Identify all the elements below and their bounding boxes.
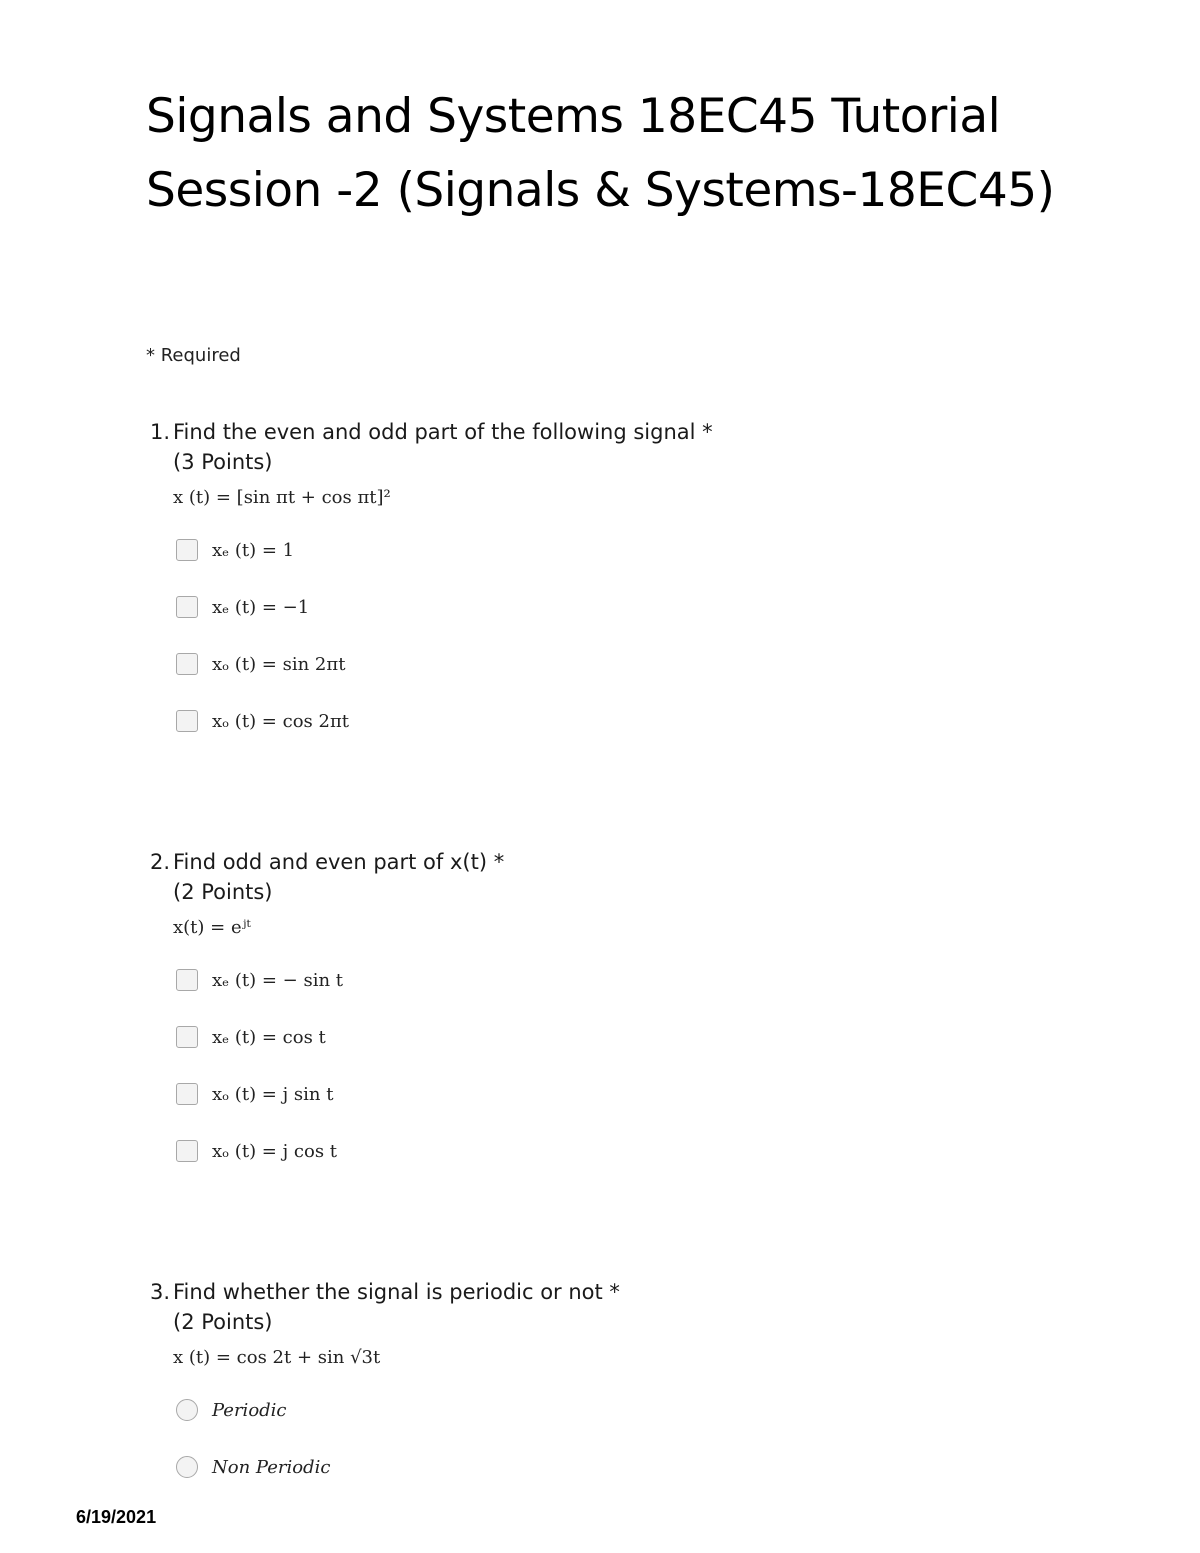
question-3-option-periodic[interactable]: [176, 1393, 1050, 1427]
question-1-number: 1.: [150, 420, 171, 444]
option-label: Non Periodic: [212, 1456, 331, 1478]
question-2-option-2[interactable]: [176, 1020, 1050, 1054]
checkbox[interactable]: [176, 653, 198, 675]
option-label: xₒ (t) = j cos t: [212, 1140, 338, 1162]
question-1-option-3[interactable]: [176, 647, 1050, 681]
question-2-options: [176, 963, 1050, 1168]
question-3-points: (2 Points): [173, 1310, 273, 1334]
question-2-option-4[interactable]: [176, 1134, 1050, 1168]
question-2-option-3[interactable]: [176, 1077, 1050, 1111]
option-label: xₒ (t) = j sin t: [212, 1083, 334, 1105]
question-2: [150, 847, 1050, 1191]
question-2-formula: x(t) = eʲᵗ: [173, 917, 251, 938]
option-label: xₑ (t) = cos t: [212, 1026, 326, 1048]
checkbox[interactable]: [176, 1140, 198, 1162]
question-2-text: Find odd and even part of x(t) *: [173, 850, 505, 874]
checkbox[interactable]: [176, 1026, 198, 1048]
radio-button[interactable]: [176, 1399, 198, 1421]
checkbox[interactable]: [176, 596, 198, 618]
question-2-number: 2.: [150, 850, 171, 874]
checkbox[interactable]: [176, 710, 198, 732]
question-1: [150, 417, 1050, 761]
question-1-points: (3 Points): [173, 450, 273, 474]
print-date: 6/19/2021: [76, 1507, 157, 1527]
option-label: xₑ (t) = − sin t: [212, 969, 343, 991]
question-3-options: [176, 1393, 1050, 1484]
question-3: [150, 1277, 1050, 1507]
required-note: * Required: [146, 345, 241, 366]
question-1-option-2[interactable]: [176, 590, 1050, 624]
question-3-formula: x (t) = cos 2t + sin √3t: [173, 1347, 381, 1368]
form-title: Signals and Systems 18EC45 Tutorial Session -2 (Signals & Systems-18EC45): [146, 89, 1055, 218]
question-3-number: 3.: [150, 1280, 171, 1304]
question-1-header: [150, 417, 1050, 447]
option-label: xₑ (t) = 1: [212, 539, 295, 561]
question-2-option-1[interactable]: [176, 963, 1050, 997]
question-3-option-non-periodic[interactable]: [176, 1450, 1050, 1484]
question-1-options: [176, 533, 1050, 738]
option-label: xₒ (t) = sin 2πt: [212, 653, 346, 675]
question-3-header: [150, 1277, 1050, 1307]
question-1-formula: x (t) = [sin πt + cos πt]²: [173, 487, 391, 508]
radio-button[interactable]: [176, 1456, 198, 1478]
question-2-header: [150, 847, 1050, 877]
question-3-text: Find whether the signal is periodic or not *: [173, 1280, 620, 1304]
question-1-text: Find the even and odd part of the following signal *: [173, 420, 713, 444]
option-label: Periodic: [212, 1399, 287, 1421]
question-2-points: (2 Points): [173, 880, 273, 904]
question-1-option-4[interactable]: [176, 704, 1050, 738]
checkbox[interactable]: [176, 969, 198, 991]
option-label: xₒ (t) = cos 2πt: [212, 710, 350, 732]
checkbox[interactable]: [176, 1083, 198, 1105]
checkbox[interactable]: [176, 539, 198, 561]
question-1-option-1[interactable]: [176, 533, 1050, 567]
option-label: xₑ (t) = −1: [212, 596, 310, 618]
